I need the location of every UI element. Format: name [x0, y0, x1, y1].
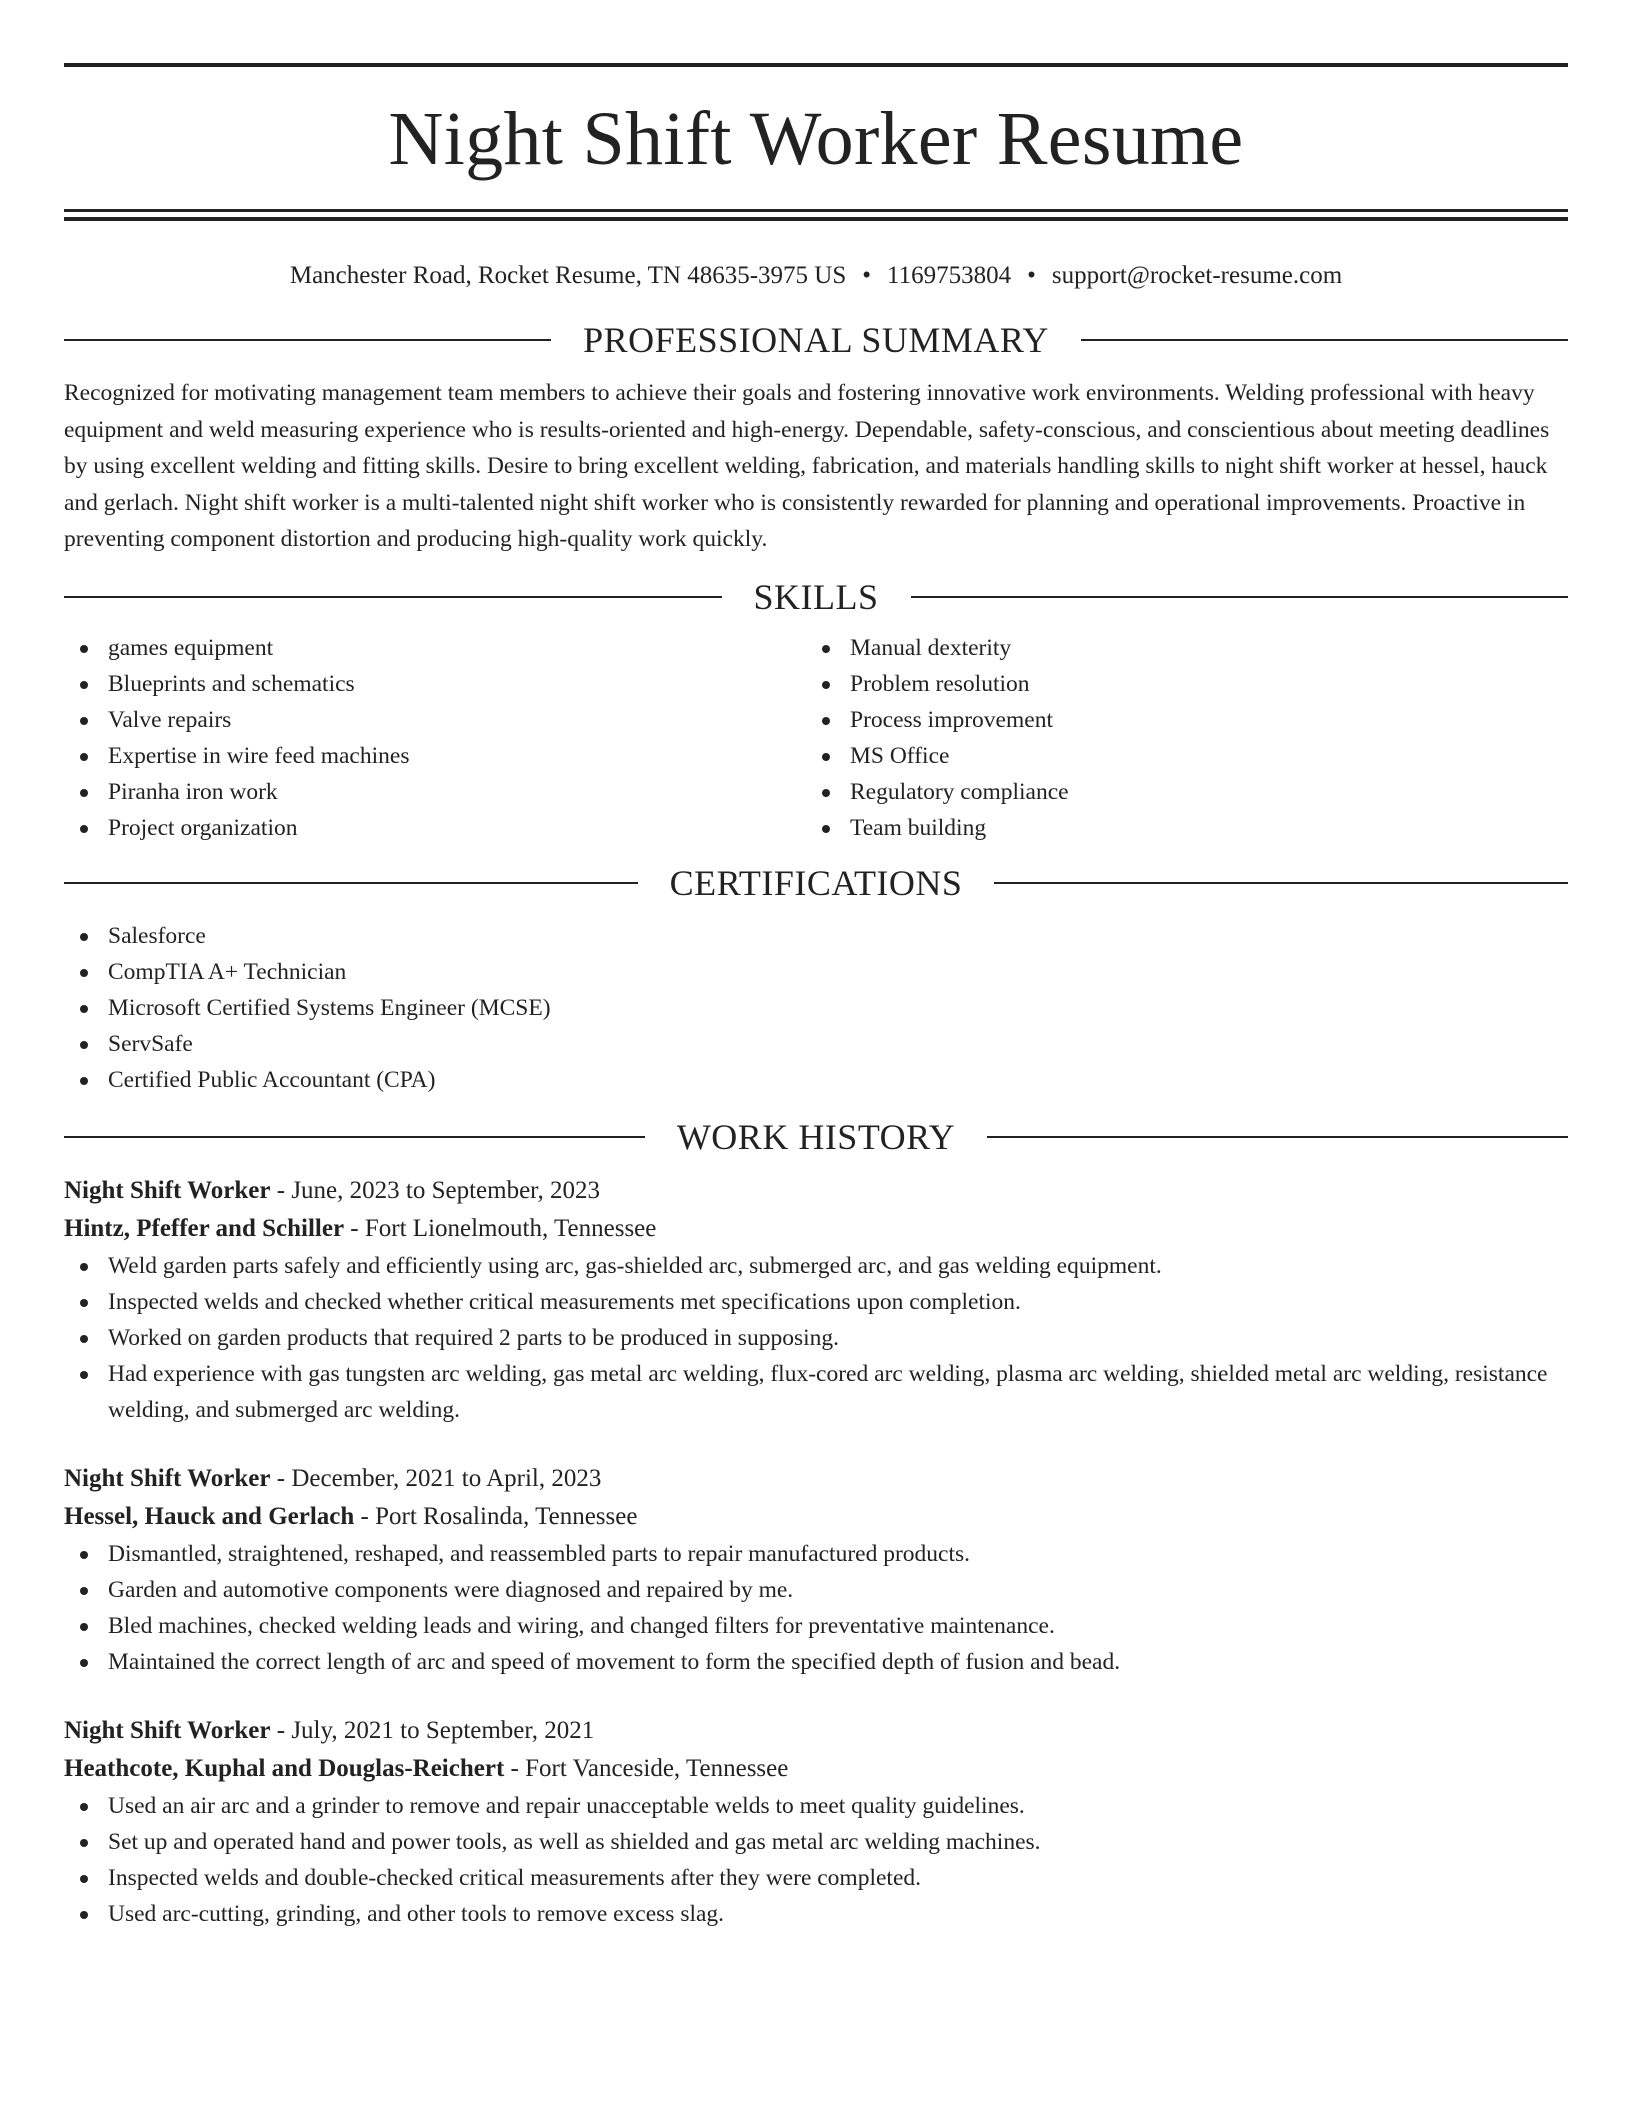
job-title-line: [64, 1460, 1568, 1498]
job-title: Night Shift Worker: [64, 1716, 271, 1744]
job-title: Night Shift Worker: [64, 1464, 271, 1492]
work-heading-label: WORK HISTORY: [676, 1116, 956, 1157]
certification-item: ServSafe: [64, 1026, 1568, 1062]
skill-item: Piranha iron work: [64, 774, 806, 810]
contact-address: Manchester Road, Rocket Resume, TN 48635-3975 US: [289, 262, 847, 289]
skills-left-column: [64, 630, 806, 846]
job-bullet: Garden and automotive components were diagnosed and repaired by me.: [64, 1572, 1568, 1608]
certification-item: CompTIA A+ Technician: [64, 954, 1568, 990]
job-location: - Fort Lionelmouth, Tennessee: [344, 1214, 657, 1242]
work-section-heading: [64, 1114, 1568, 1160]
job-dates: - June, 2023 to September, 2023: [270, 1176, 601, 1204]
certification-item: Microsoft Certified Systems Engineer (MCSE): [64, 990, 1568, 1026]
job-company: Hessel, Hauck and Gerlach: [64, 1502, 355, 1530]
heading-rule: [64, 882, 638, 884]
job-entry: [64, 1460, 1568, 1680]
job-bullet: Inspected welds and checked whether critical measurements met specifications upon completion.: [64, 1284, 1568, 1320]
contact-separator: •: [862, 262, 872, 289]
job-dates: - December, 2021 to April, 2023: [270, 1464, 602, 1492]
job-entry: [64, 1712, 1568, 1932]
job-bullet: Maintained the correct length of arc and speed of movement to form the specified depth of fusion and bead.: [64, 1644, 1568, 1680]
skill-item: MS Office: [806, 738, 1548, 774]
skill-item: games equipment: [64, 630, 806, 666]
heading-rule: [64, 596, 722, 598]
job-bullet: Set up and operated hand and power tools, as well as shielded and gas metal arc welding machines.: [64, 1824, 1568, 1860]
job-bullet: Inspected welds and double-checked critical measurements after they were completed.: [64, 1860, 1568, 1896]
contact-phone: 1169753804: [887, 262, 1012, 289]
job-company: Heathcote, Kuphal and Douglas-Reichert: [64, 1754, 505, 1782]
job-bullet: Worked on garden products that required 2 parts to be produced in supposing.: [64, 1320, 1568, 1356]
contact-email: support@rocket-resume.com: [1051, 262, 1343, 289]
job-bullet: Used an air arc and a grinder to remove and repair unacceptable welds to meet quality guidelines.: [64, 1788, 1568, 1824]
summary-section-heading: [64, 317, 1568, 363]
certifications-section-heading: [64, 860, 1568, 906]
resume-content: [64, 63, 1568, 1932]
skills-right-column: [806, 630, 1548, 846]
heading-rule: [994, 882, 1568, 884]
summary-heading-label: PROFESSIONAL SUMMARY: [583, 320, 1049, 360]
title-double-rule: [64, 209, 1568, 221]
certification-item: Salesforce: [64, 918, 1568, 954]
skill-item: Problem resolution: [806, 666, 1548, 702]
certifications-heading-label: CERTIFICATIONS: [669, 862, 963, 903]
job-bullet: Had experience with gas tungsten arc welding, gas metal arc welding, flux-cored arc welding, plasma arc welding, shielded metal arc welding, resistance welding, and submerged arc welding.: [64, 1356, 1568, 1428]
heading-rule: [911, 596, 1569, 598]
job-entry: [64, 1172, 1568, 1428]
job-bullets: [64, 1536, 1568, 1680]
job-location: - Fort Vanceside, Tennessee: [504, 1754, 789, 1782]
heading-rule: [1081, 339, 1568, 341]
job-bullets: [64, 1788, 1568, 1932]
job-title-line: [64, 1172, 1568, 1210]
certifications-list: [64, 918, 1568, 1098]
skill-item: Expertise in wire feed machines: [64, 738, 806, 774]
job-company-line: [64, 1210, 1568, 1248]
job-company-line: [64, 1498, 1568, 1536]
rule-line: [64, 209, 1568, 212]
skill-item: Blueprints and schematics: [64, 666, 806, 702]
heading-rule: [64, 1136, 645, 1138]
heading-rule: [987, 1136, 1568, 1138]
skill-item: Valve repairs: [64, 702, 806, 738]
job-bullet: Used arc-cutting, grinding, and other tools to remove excess slag.: [64, 1896, 1568, 1932]
skill-item: Project organization: [64, 810, 806, 846]
job-company: Hintz, Pfeffer and Schiller: [64, 1214, 345, 1242]
skill-item: Manual dexterity: [806, 630, 1548, 666]
certification-item: Certified Public Accountant (CPA): [64, 1062, 1568, 1098]
job-company-line: [64, 1750, 1568, 1788]
skills-heading-label: SKILLS: [753, 576, 879, 617]
rule-line: [64, 217, 1568, 221]
contact-line: [64, 256, 1568, 296]
skill-item: Regulatory compliance: [806, 774, 1548, 810]
job-dates: - July, 2021 to September, 2021: [270, 1716, 595, 1744]
summary-text: Recognized for motivating management team members to achieve their goals and fostering innovative work environments. Welding professional with heavy equipment and weld measuring experience who is results-oriented and high-energy. Dependable, safety-conscious, and conscientious about meeting deadlines by using excellent welding and fitting skills. Desire to bring excellent welding, fabrication, and materials handling skills to night shift worker at hessel, hauck and gerlach. Night shift worker is a multi-talented night shift worker who is consistently rewarded for planning and operational improvements. Proactive in preventing component distortion and producing high-quality work quickly.: [64, 380, 1550, 552]
job-title-line: [64, 1712, 1568, 1750]
heading-rule: [64, 339, 551, 341]
skill-item: Team building: [806, 810, 1548, 846]
skills-columns: [64, 630, 1568, 846]
skill-item: Process improvement: [806, 702, 1548, 738]
job-bullet: Weld garden parts safely and efficiently using arc, gas-shielded arc, submerged arc, and gas welding equipment.: [64, 1248, 1568, 1284]
job-location: - Port Rosalinda, Tennessee: [354, 1502, 638, 1530]
contact-separator: •: [1027, 262, 1036, 289]
job-bullet: Bled machines, checked welding leads and wiring, and changed filters for preventative maintenance.: [64, 1608, 1568, 1644]
job-title: Night Shift Worker: [64, 1176, 271, 1204]
skills-section-heading: [64, 574, 1568, 620]
job-bullet: Dismantled, straightened, reshaped, and reassembled parts to repair manufactured products.: [64, 1536, 1568, 1572]
top-rule: [64, 63, 1568, 67]
job-bullets: [64, 1248, 1568, 1428]
resume-title: Night Shift Worker Resume: [388, 97, 1244, 181]
